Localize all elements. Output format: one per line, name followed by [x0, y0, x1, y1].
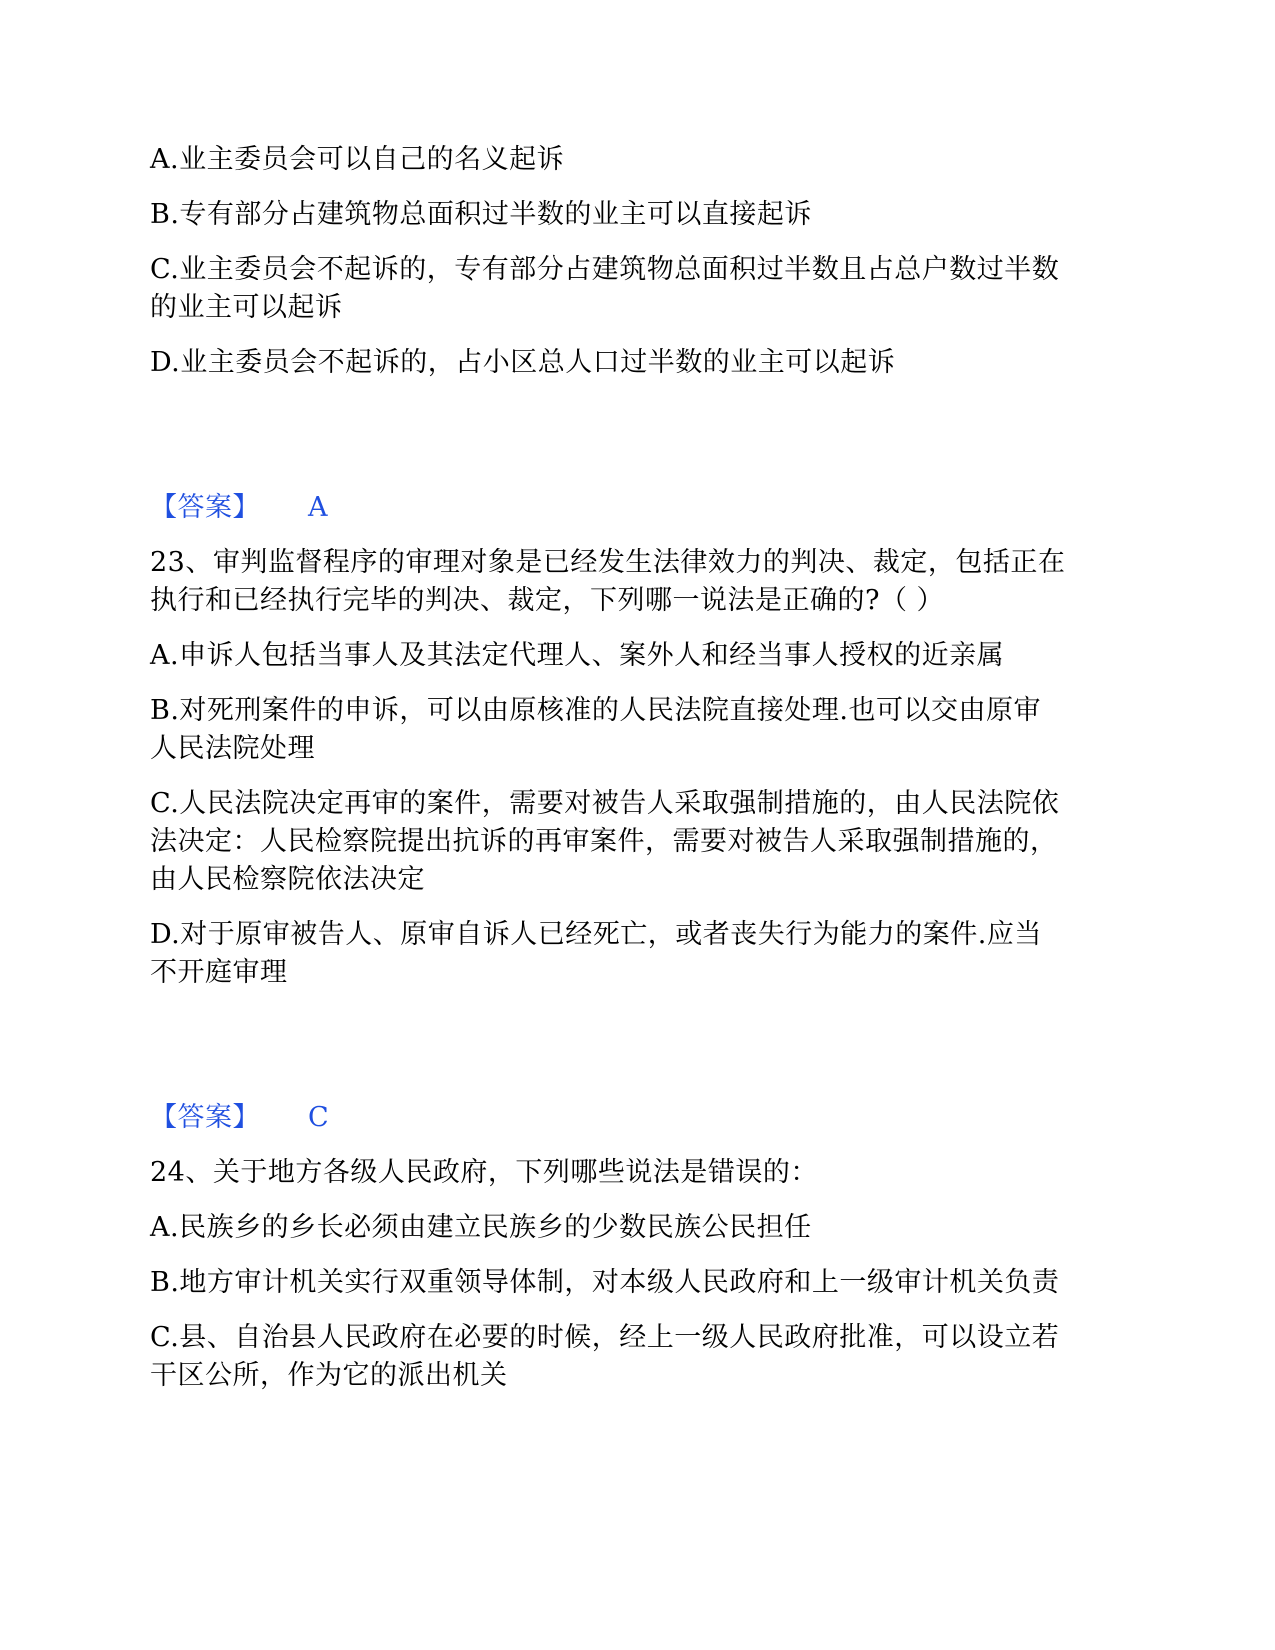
q23-option-b-line2: 人民法院处理 [150, 733, 315, 764]
q23-question-line2: 执行和已经执行完毕的判决、裁定，下列哪一说法是正确的?（ ） [150, 585, 945, 616]
q23-option-a: A.申诉人包括当事人及其法定代理人、案外人和经当事人授权的近亲属 [150, 640, 1005, 671]
q23-option-d-line2: 不开庭审理 [150, 957, 288, 988]
answer-value: A [308, 492, 328, 523]
q24-option-a: A.民族乡的乡长必须由建立民族乡的少数民族公民担任 [150, 1212, 812, 1243]
q23-question-line1: 23、审判监督程序的审理对象是已经发生法律效力的判决、裁定，包括正在 [150, 547, 1066, 578]
q23-option-b-line1: B.对死刑案件的申诉，可以由原核准的人民法院直接处理.也可以交由原审 [150, 695, 1042, 726]
q22-option-d: D.业主委员会不起诉的，占小区总人口过半数的业主可以起诉 [150, 347, 896, 378]
q22-option-a: A.业主委员会可以自己的名义起诉 [150, 144, 565, 175]
q24-option-c-line2: 干区公所，作为它的派出机关 [150, 1360, 508, 1391]
q22-option-c-line2: 的业主可以起诉 [150, 292, 343, 323]
q22-option-b: B.专有部分占建筑物总面积过半数的业主可以直接起诉 [150, 199, 812, 230]
answer-label: 【答案】 [150, 1102, 260, 1133]
q23-answer [150, 1098, 1130, 1138]
q23-option-c-line1: C.人民法院决定再审的案件，需要对被告人采取强制措施的，由人民法院依 [150, 788, 1060, 819]
answer-value: C [308, 1102, 330, 1133]
answer-label: 【答案】 [150, 492, 260, 523]
q23-option-c-line2: 法决定：人民检察院提出抗诉的再审案件，需要对被告人采取强制措施的， [150, 826, 1058, 857]
q22-answer [150, 488, 1130, 528]
q23-option-c-line3: 由人民检察院依法决定 [150, 864, 425, 895]
q24-question: 24、关于地方各级人民政府，下列哪些说法是错误的： [150, 1157, 818, 1188]
q22-option-c-line1: C.业主委员会不起诉的，专有部分占建筑物总面积过半数且占总户数过半数 [150, 254, 1060, 285]
q24-option-c-line1: C.县、自治县人民政府在必要的时候，经上一级人民政府批准，可以设立若 [150, 1322, 1060, 1353]
q24-option-b: B.地方审计机关实行双重领导体制，对本级人民政府和上一级审计机关负责 [150, 1267, 1060, 1298]
q23-option-d-line1: D.对于原审被告人、原审自诉人已经死亡，或者丧失行为能力的案件.应当 [150, 919, 1042, 950]
